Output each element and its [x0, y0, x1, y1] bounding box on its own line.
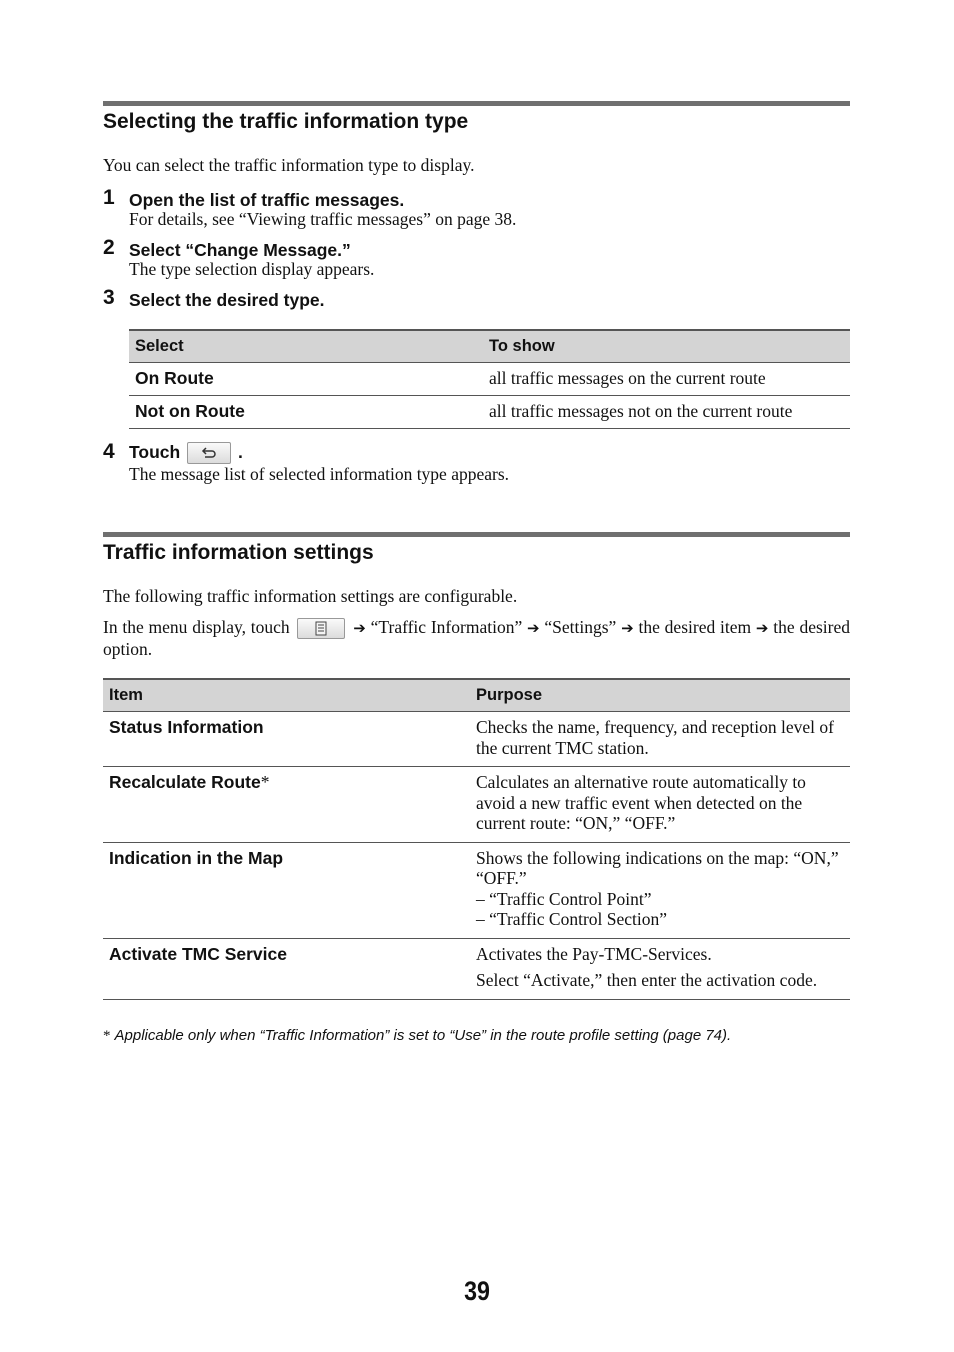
- table-row: [129, 396, 850, 429]
- footnote-marker: *: [103, 1028, 111, 1044]
- column-header-select: Select: [129, 330, 483, 363]
- step-description: The type selection display appears.: [129, 259, 375, 279]
- step-number: 4: [103, 440, 115, 463]
- menu-path-step: “Traffic Information”: [370, 617, 523, 637]
- setting-label: Status Information: [109, 717, 264, 737]
- table-header-row: [103, 679, 850, 712]
- footnote-marker: *: [260, 772, 270, 792]
- purpose-line: Select “Activate,” then enter the activation code.: [476, 970, 818, 990]
- setting-name: [103, 842, 470, 938]
- menu-icon: [297, 618, 345, 639]
- purpose-line: Checks the name, frequency, and reception level of the current TMC station.: [476, 717, 834, 758]
- menu-path-step: the desired option.: [103, 617, 850, 660]
- step-title: Select “Change Message.”: [129, 240, 351, 260]
- purpose-line: Shows the following indications on the map: “ON,” “OFF.” – “Traffic Control Point” – “Traffic Control Section”: [476, 847, 839, 929]
- footnote-text: Applicable only when “Traffic Information” is set to “Use” in the route profile setting (page 74).: [114, 1027, 732, 1044]
- setting-purpose: [470, 938, 850, 999]
- setting-label: Activate TMC Service: [109, 943, 287, 964]
- setting-purpose: [470, 712, 850, 767]
- setting-name: [103, 767, 470, 843]
- menu-path-step: the desired item: [638, 617, 752, 637]
- setting-label: Recalculate Route: [109, 772, 261, 792]
- section-heading-traffic-settings: Traffic information settings: [103, 541, 374, 564]
- type-description: all traffic messages on the current route: [483, 363, 850, 396]
- right-arrow-icon: ➔: [621, 619, 634, 637]
- setting-name: [103, 712, 470, 767]
- menu-path-prefix: In the menu display, touch: [103, 617, 290, 637]
- step-number: 3: [103, 286, 115, 309]
- table-row: [103, 712, 850, 767]
- section-heading-select-type: Selecting the traffic information type: [103, 110, 469, 133]
- column-header-item: Item: [103, 679, 470, 712]
- step-description: For details, see “Viewing traffic messages” on page 38.: [129, 209, 517, 229]
- menu-path: [103, 617, 850, 660]
- step-title-period: .: [237, 442, 243, 462]
- table-row: [103, 767, 850, 843]
- type-description: all traffic messages not on the current route: [483, 396, 850, 429]
- section-divider: [103, 532, 850, 537]
- page-number: 39: [464, 1276, 490, 1306]
- menu-path-step: “Settings”: [544, 617, 617, 637]
- step-title: Open the list of traffic messages.: [129, 190, 405, 210]
- right-arrow-icon: ➔: [527, 619, 540, 637]
- right-arrow-icon: ➔: [755, 619, 769, 637]
- setting-purpose: [470, 842, 850, 938]
- column-header-to-show: To show: [483, 330, 850, 363]
- purpose-line: Activates the Pay-TMC-Services.: [476, 943, 712, 964]
- purpose-line: Calculates an alternative route automatically to avoid a new traffic event when detected on the current route: “ON,” “OFF.”: [476, 772, 806, 833]
- setting-name: [103, 938, 470, 999]
- step-title: [129, 442, 243, 464]
- section-intro: The following traffic information settings are configurable.: [103, 586, 518, 606]
- table-row: [103, 842, 850, 938]
- footnote: [103, 1027, 731, 1045]
- column-header-purpose: Purpose: [470, 679, 850, 712]
- step-number: 1: [103, 186, 115, 209]
- step-title: Select the desired type.: [129, 290, 325, 310]
- setting-purpose: [470, 767, 850, 843]
- table-row: [103, 938, 850, 999]
- table-row: [129, 363, 850, 396]
- type-name: Not on Route: [129, 396, 483, 429]
- step-description: The message list of selected information type appears.: [129, 464, 510, 484]
- back-icon: [187, 442, 231, 464]
- step-number: 2: [103, 236, 115, 259]
- table-header-row: [129, 330, 850, 363]
- settings-table: [103, 678, 850, 1000]
- type-name: On Route: [129, 363, 483, 396]
- section-divider: [103, 101, 850, 106]
- setting-label: Indication in the Map: [109, 847, 284, 868]
- select-type-table: [129, 329, 850, 429]
- right-arrow-icon: ➔: [353, 619, 366, 637]
- step-title-text: Touch: [129, 442, 181, 462]
- section-intro: You can select the traffic information type to display.: [103, 155, 475, 175]
